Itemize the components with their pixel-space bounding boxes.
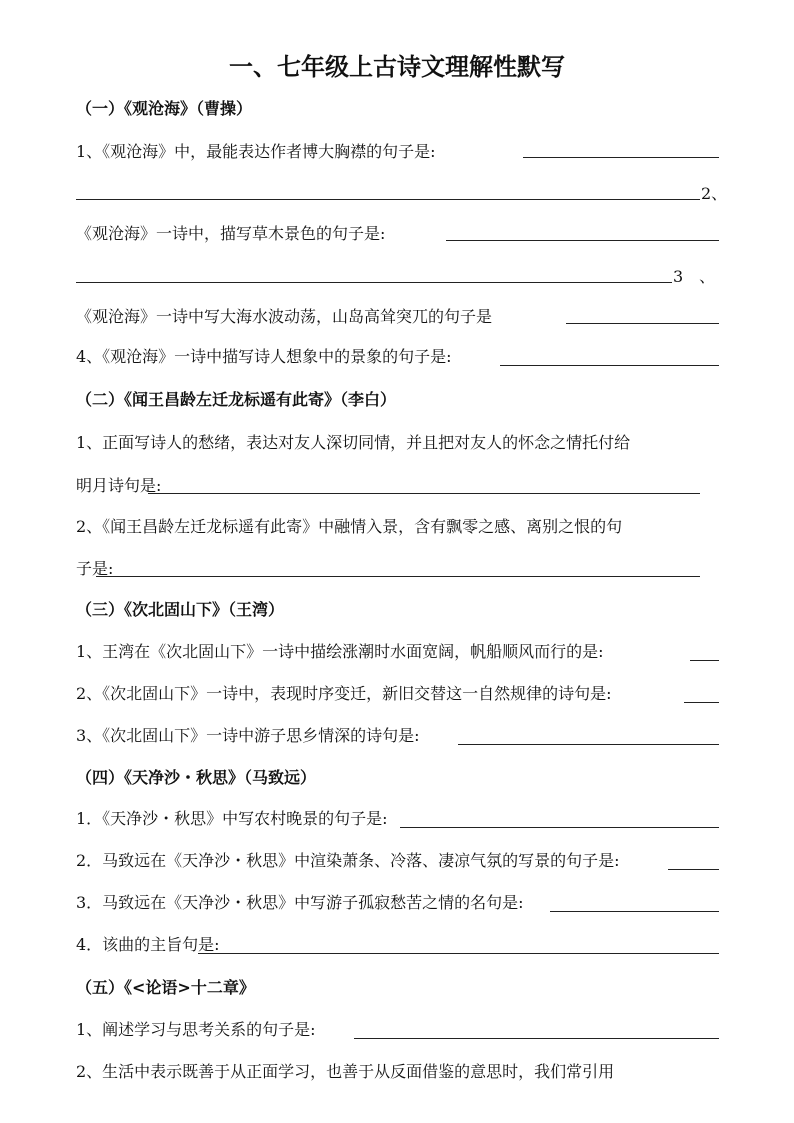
question-2-2-cont: 子是: <box>76 559 114 578</box>
answer-blank-1-2b[interactable] <box>76 282 672 283</box>
question-number-1-2: 2、 <box>701 184 728 203</box>
question-3-1: 1、王湾在《次北固山下》一诗中描绘涨潮时水面宽阔，帆船顺风而行的是: <box>76 642 604 661</box>
question-4-2: 2．马致远在《天净沙・秋思》中渲染萧条、冷落、凄凉气氛的写景的句子是: <box>76 851 620 870</box>
answer-blank-2-1[interactable] <box>148 493 700 494</box>
answer-blank-3-3[interactable] <box>458 744 719 745</box>
answer-blank-1-3[interactable] <box>566 323 719 324</box>
section-heading-5: （五）《<论语>十二章》 <box>76 978 255 997</box>
section-heading-1: （一）《观沧海》（曹操） <box>76 99 253 118</box>
answer-blank-4-3[interactable] <box>550 911 719 912</box>
question-2-1: 1、正面写诗人的愁绪，表达对友人深切同情，并且把对友人的怀念之情托付给 <box>76 433 631 452</box>
question-4-4: 4．该曲的主旨句是: <box>76 935 220 954</box>
question-1-3: 《观沧海》一诗中写大海水波动荡，山岛高耸突兀的句子是 <box>76 307 493 326</box>
question-1-4: 4、《观沧海》一诗中描写诗人想象中的景象的句子是: <box>76 347 452 366</box>
answer-blank-1-1b[interactable] <box>76 199 700 200</box>
answer-blank-3-1[interactable] <box>690 660 719 661</box>
question-5-2: 2、生活中表示既善于从正面学习，也善于从反面借鉴的意思时，我们常引用 <box>76 1062 615 1081</box>
answer-blank-1-1[interactable] <box>523 157 719 158</box>
answer-blank-4-4[interactable] <box>198 953 719 954</box>
section-heading-3: （三）《次北固山下》（王湾） <box>76 600 285 619</box>
answer-blank-4-2[interactable] <box>668 869 719 870</box>
page-title: 一、七年级上古诗文理解性默写 <box>229 53 565 81</box>
question-5-1: 1、阐述学习与思考关系的句子是: <box>76 1020 316 1039</box>
question-1-1: 1、《观沧海》中，最能表达作者博大胸襟的句子是: <box>76 142 436 161</box>
question-2-2: 2、《闻王昌龄左迁龙标遥有此寄》中融情入景，含有飘零之感、离别之恨的句 <box>76 517 623 536</box>
answer-blank-2-2[interactable] <box>96 576 700 577</box>
answer-blank-5-1[interactable] <box>354 1038 719 1039</box>
question-3-2: 2、《次北固山下》一诗中，表现时序变迁，新旧交替这一自然规律的诗句是: <box>76 684 612 703</box>
section-heading-4: （四）《天净沙・秋思》（马致远） <box>76 768 317 787</box>
question-4-1: 1．《天净沙・秋思》中写农村晚景的句子是: <box>76 809 388 828</box>
question-1-2: 《观沧海》一诗中，描写草木景色的句子是: <box>76 224 386 243</box>
section-heading-2: （二）《闻王昌龄左迁龙标遥有此寄》（李白） <box>76 390 397 409</box>
answer-blank-1-4[interactable] <box>500 365 719 366</box>
question-3-3: 3、《次北固山下》一诗中游子思乡情深的诗句是: <box>76 726 420 745</box>
answer-blank-4-1[interactable] <box>400 827 719 828</box>
question-4-3: 3．马致远在《天净沙・秋思》中写游子孤寂愁苦之情的名句是: <box>76 893 524 912</box>
answer-blank-3-2[interactable] <box>684 702 719 703</box>
question-number-1-3: 3 、 <box>673 267 716 286</box>
question-2-1-cont: 明月诗句是: <box>76 476 162 495</box>
answer-blank-1-2[interactable] <box>446 240 719 241</box>
